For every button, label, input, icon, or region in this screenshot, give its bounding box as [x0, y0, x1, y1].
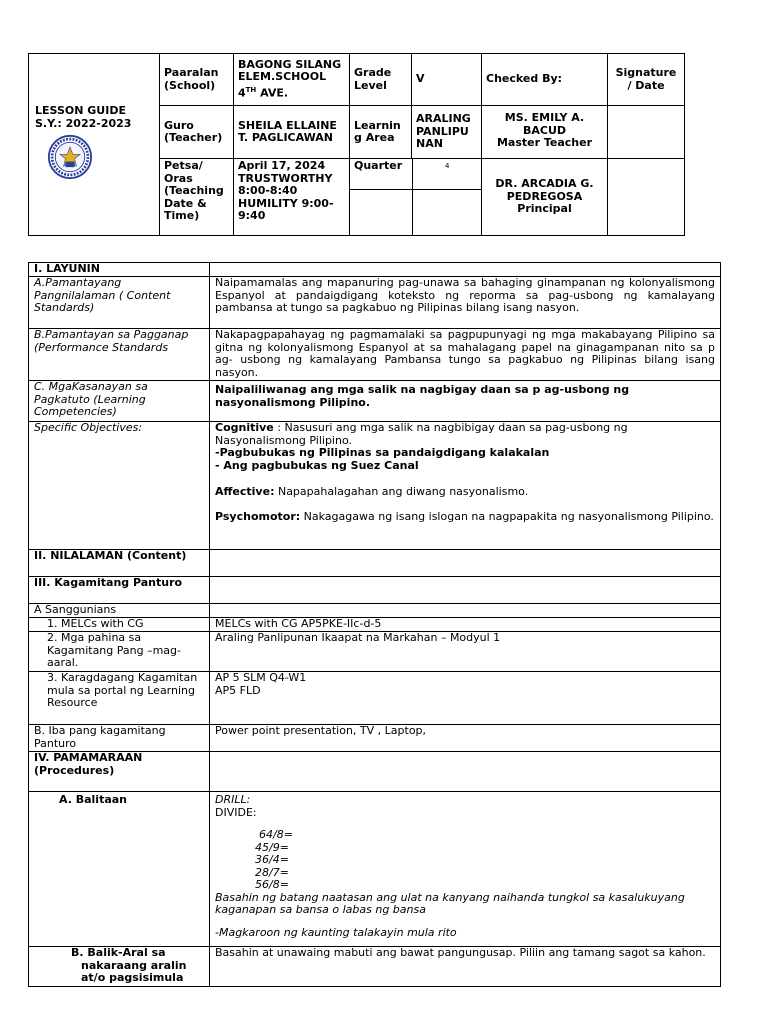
equation-1: 64/8=	[259, 828, 293, 841]
so-bullet-2: - Ang pagbubukas ng Suez Canal	[215, 458, 419, 472]
layunin-heading: I. LAYUNIN	[29, 263, 210, 277]
lesson-guide-title: LESSON GUIDE	[35, 104, 126, 118]
affective-value: Napapahalagahan ang diwang nasyonalismo.	[274, 485, 529, 498]
checker2-title: Principal	[517, 202, 572, 216]
psychomotor-label: Psychomotor:	[215, 509, 301, 523]
date-value-cell	[234, 159, 350, 236]
karagdagan-value-cell	[210, 672, 721, 725]
karagdagan-label: 3. Karagdagang Kagamitan mula sa portal ng Learning Resource	[29, 672, 210, 725]
equation-3: 36/4=	[255, 853, 289, 866]
basahin-text: Basahin ng batang naatasan ang ulat na kanyang naihanda tungkol sa kasalukuyang kaganapan sa bansa o labas ng bansa	[215, 890, 685, 916]
pamamaraan-blank	[210, 752, 721, 792]
lesson-header-table	[28, 53, 685, 236]
pahina-label: 2. Mga pahina sa Kagamitang Pang –mag-aaral.	[29, 632, 210, 672]
checker1-name: MS. EMILY A. BACUD	[504, 111, 585, 137]
checker2-cell	[482, 159, 608, 236]
quarter-value: 4	[412, 159, 482, 189]
iba-value: Power point presentation, TV , Laptop,	[210, 725, 721, 752]
lc-value: Naipaliliwanag ang mga salik na nagbigay daan sa p ag-usbong ng nasyonalismong Pilipino.	[210, 381, 721, 422]
date-value: April 17, 2024	[238, 159, 326, 172]
content-std-label: A.Pamantayang Pangnilalaman ( Content Standards)	[29, 277, 210, 329]
checker1-cell	[482, 106, 608, 159]
teacher-label: Guro (Teacher)	[160, 106, 234, 159]
iba-label: B. Iba pang kagamitang Panturo	[29, 725, 210, 752]
cognitive-line	[215, 422, 715, 447]
deped-seal-icon	[47, 134, 93, 180]
magkaroon-text: -Magkaroon ng kaunting talakayin mula rito	[215, 925, 457, 939]
kagamitan-heading: III. Kagamitang Panturo	[29, 577, 210, 604]
quarter-subtable	[350, 159, 482, 235]
so-label: Specific Objectives:	[29, 422, 210, 550]
time-value-1: TRUSTWORTHY 8:00-8:40	[238, 171, 333, 197]
lc-label: C. MgaKasanayan sa Pagkatuto (Learning Competencies)	[29, 381, 210, 422]
so-value-cell	[210, 422, 721, 550]
school-label: Paaralan (School)	[160, 54, 234, 106]
nilalaman-blank	[210, 550, 721, 577]
lesson-guide-cell	[29, 54, 160, 236]
karagdagan-value-1: AP 5 SLM Q4-W1	[215, 671, 307, 684]
balitaan-label: A. Balitaan	[29, 792, 210, 947]
quarter-cell	[350, 159, 482, 236]
quarter-label: Quarter	[350, 159, 412, 189]
psychomotor-line	[215, 511, 715, 524]
quarter-blank-2	[412, 189, 482, 235]
lesson-main-table	[28, 262, 721, 987]
balik-value: Basahin at unawaing mabuti ang bawat pangungusap. Piliin ang tamang sagot sa kahon.	[210, 947, 721, 987]
equation-4: 28/7=	[255, 865, 289, 879]
pahina-value: Araling Panlipunan Ikaapat na Markahan – Modyul 1	[210, 632, 721, 672]
balitaan-value-cell	[210, 792, 721, 947]
affective-label: Affective:	[215, 485, 275, 498]
drill-text: DRILL:	[215, 793, 251, 806]
melc-label: 1. MELCs with CG	[29, 618, 210, 632]
signature-cell-2	[608, 159, 685, 236]
date-label: Petsa/ Oras (Teaching Date & Time)	[160, 159, 234, 236]
checker1-title: Master Teacher	[496, 136, 593, 149]
quarter-blank-1	[350, 189, 412, 235]
area-label: Learning Area	[350, 106, 412, 159]
signature-label: Signature / Date	[608, 54, 685, 106]
time-value-2: HUMILITY 9:00-9:40	[238, 196, 334, 222]
teacher-value: SHEILA ELLAINE T. PAGLICAWAN	[234, 106, 350, 159]
so-bullet-1: -Pagbubukas ng Pilipinas sa pandaigdigang kalakalan	[215, 446, 550, 459]
grade-value: V	[412, 54, 482, 106]
psychomotor-value: Nakagagawa ng isang islogan na nagpapakita ng nasyonalismong Pilipino.	[300, 509, 714, 523]
equation-2: 45/9=	[255, 840, 289, 854]
sanggunian-blank	[210, 604, 721, 618]
kagamitan-blank	[210, 577, 721, 604]
melc-value: MELCs with CG AP5PKE-IIc-d-5	[210, 618, 721, 632]
perf-std-value: Nakapagpapahayag ng pagmamalaki sa pagpupunyagi ng mga makabayang Pilipino sa gitna ng kolonyalismong Espanyol at sa mahalagang papel na ginagampanan nito sa p ag- usbong ng kamalayang Pambansa tungo sa pagkabuo ng Pilipinas bilang isang nasyon.	[210, 329, 721, 381]
balik-label-text: B. Balik-Aral sa nakaraang aralin at/o pagsisimula	[71, 946, 187, 984]
divide-text: DIVIDE:	[215, 805, 257, 819]
school-value: BAGONG SILANG ELEM.SCHOOL 4TH AVE.	[234, 54, 350, 106]
layunin-blank	[210, 263, 721, 277]
school-year: S.Y.: 2022-2023	[35, 116, 132, 130]
checked-by-label: Checked By:	[482, 54, 608, 106]
cognitive-value: : Nasusuri ang mga salik na nagbibigay daan sa pag-usbong ng Nasyonalismong Pilipino.	[215, 421, 628, 447]
checker2-name: DR. ARCADIA G. PEDREGOSA	[495, 177, 594, 203]
sanggunian-label: A Sanggunians	[29, 604, 210, 618]
nilalaman-heading: II. NILALAMAN (Content)	[29, 550, 210, 577]
perf-std-label: B.Pamantayan sa Pagganap (Performance Standards	[29, 329, 210, 381]
content-std-value: Naipamamalas ang mapanuring pag-unawa sa bahaging ginampanan ng kolonyalismong Espanyol at pandaigdigang koteksto ng reporma sa pag-usbong ng kamalayang pambansa at tungo sa pagkabuo ng Pilipinas bilang isang nasyon.	[210, 277, 721, 329]
balik-label	[29, 947, 210, 987]
equation-5: 56/8=	[255, 878, 289, 891]
affective-line	[215, 486, 715, 499]
cognitive-label: Cognitive	[215, 421, 274, 434]
grade-label: Grade Level	[350, 54, 412, 106]
area-value: ARALING PANLIPUNAN	[412, 106, 482, 159]
karagdagan-value-2: AP5 FLD	[215, 683, 261, 697]
pamamaraan-heading: IV. PAMAMARAAN (Procedures)	[29, 752, 210, 792]
signature-cell-1	[608, 106, 685, 159]
